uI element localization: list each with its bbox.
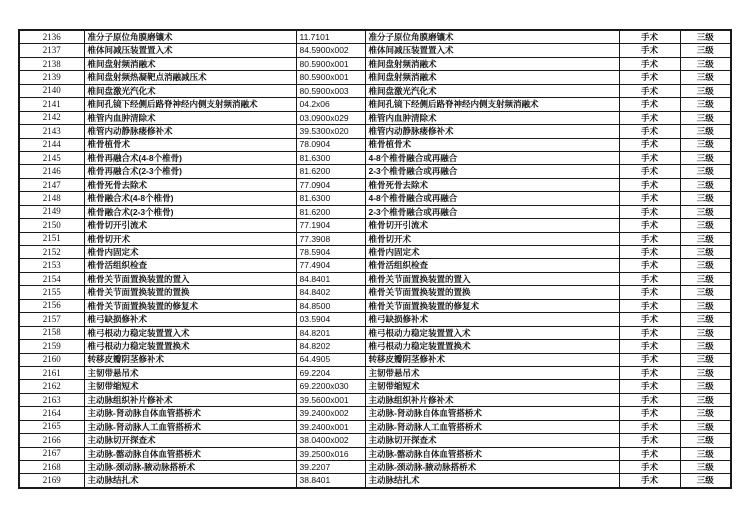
procedure-name-cell: 椎骨切开术 — [84, 232, 296, 245]
procedure-name-cell: 椎骨关节面置换装置的修复术 — [84, 299, 296, 312]
procedure-description-cell: 2-3个椎骨融合或再融合 — [365, 205, 619, 218]
procedure-name-cell: 椎骨再融合术(2-3个椎骨) — [84, 165, 296, 178]
procedure-description-cell: 椎骨内固定术 — [365, 246, 619, 259]
table-body — [19, 30, 731, 488]
procedure-name-cell: 椎间盘射频热凝靶点消融减压术 — [84, 71, 296, 84]
procedure-code-cell: 84.8202 — [296, 340, 365, 353]
category-cell: 手术 — [619, 259, 680, 272]
procedure-description-cell: 主动脉组织补片修补术 — [365, 393, 619, 406]
row-number-cell: 2151 — [19, 232, 84, 245]
procedure-table — [18, 29, 732, 489]
procedure-code-cell: 39.5300x020 — [296, 125, 365, 138]
level-cell: 三级 — [680, 366, 731, 379]
procedure-name-cell: 椎骨再融合术(4-8个椎骨) — [84, 151, 296, 164]
procedure-name-cell: 椎管内血肿清除术 — [84, 111, 296, 124]
row-number-cell: 2139 — [19, 71, 84, 84]
procedure-name-cell: 椎管内动静脉瘘修补术 — [84, 125, 296, 138]
level-cell: 三级 — [680, 447, 731, 460]
procedure-description-cell: 椎骨切开引流术 — [365, 219, 619, 232]
level-cell: 三级 — [680, 259, 731, 272]
procedure-description-cell: 主动脉结扎术 — [365, 474, 619, 488]
row-number-cell: 2159 — [19, 340, 84, 353]
category-cell: 手术 — [619, 125, 680, 138]
procedure-name-cell: 椎骨关节面置换装置的置换 — [84, 286, 296, 299]
table-row — [19, 286, 731, 299]
procedure-name-cell: 准分子原位角膜磨镶术 — [84, 30, 296, 44]
row-number-cell: 2148 — [19, 192, 84, 205]
procedure-description-cell: 主动脉切开探查术 — [365, 434, 619, 447]
category-cell: 手术 — [619, 44, 680, 57]
table-row — [19, 366, 731, 379]
table-row — [19, 259, 731, 272]
procedure-code-cell: 64.4905 — [296, 353, 365, 366]
procedure-name-cell: 转移皮瓣阴茎修补术 — [84, 353, 296, 366]
level-cell: 三级 — [680, 71, 731, 84]
procedure-description-cell: 椎弓缺损修补术 — [365, 313, 619, 326]
level-cell: 三级 — [680, 474, 731, 488]
procedure-code-cell: 39.2500x016 — [296, 447, 365, 460]
level-cell: 三级 — [680, 246, 731, 259]
procedure-description-cell: 椎骨切开术 — [365, 232, 619, 245]
procedure-description-cell: 椎骨关节面置换装置的置换 — [365, 286, 619, 299]
procedure-code-cell: 69.2200x030 — [296, 380, 365, 393]
level-cell: 三级 — [680, 219, 731, 232]
table-row — [19, 219, 731, 232]
procedure-description-cell: 转移皮瓣阴茎修补术 — [365, 353, 619, 366]
level-cell: 三级 — [680, 420, 731, 433]
procedure-code-cell: 81.6300 — [296, 151, 365, 164]
level-cell: 三级 — [680, 44, 731, 57]
table-row — [19, 57, 731, 70]
procedure-name-cell: 主动脉-颈动脉-腋动脉搭桥术 — [84, 461, 296, 474]
table-row — [19, 447, 731, 460]
category-cell: 手术 — [619, 474, 680, 488]
procedure-code-cell: 04.2x06 — [296, 98, 365, 111]
table-row — [19, 165, 731, 178]
procedure-name-cell: 椎骨切开引流术 — [84, 219, 296, 232]
table-row — [19, 178, 731, 191]
procedure-description-cell: 椎弓根动力稳定装置置入术 — [365, 326, 619, 339]
table-row — [19, 380, 731, 393]
procedure-description-cell: 椎骨活组织检查 — [365, 259, 619, 272]
table-row — [19, 474, 731, 488]
level-cell: 三级 — [680, 192, 731, 205]
level-cell: 三级 — [680, 313, 731, 326]
procedure-code-cell: 78.5904 — [296, 246, 365, 259]
table-row — [19, 98, 731, 111]
procedure-code-cell: 81.6200 — [296, 165, 365, 178]
row-number-cell: 2161 — [19, 366, 84, 379]
category-cell: 手术 — [619, 366, 680, 379]
procedure-name-cell: 椎弓根动力稳定装置置换术 — [84, 340, 296, 353]
table-row — [19, 299, 731, 312]
procedure-description-cell: 椎管内血肿清除术 — [365, 111, 619, 124]
procedure-description-cell: 主动脉-肾动脉人工血管搭桥术 — [365, 420, 619, 433]
procedure-description-cell: 2-3个椎骨融合或再融合 — [365, 165, 619, 178]
category-cell: 手术 — [619, 393, 680, 406]
table-row — [19, 272, 731, 285]
procedure-code-cell: 77.3908 — [296, 232, 365, 245]
procedure-code-cell: 39.2400x002 — [296, 407, 365, 420]
level-cell: 三级 — [680, 30, 731, 44]
row-number-cell: 2136 — [19, 30, 84, 44]
procedure-name-cell: 主动脉组织补片修补术 — [84, 393, 296, 406]
level-cell: 三级 — [680, 205, 731, 218]
level-cell: 三级 — [680, 393, 731, 406]
procedure-name-cell: 主动脉切开探查术 — [84, 434, 296, 447]
table-row — [19, 138, 731, 151]
level-cell: 三级 — [680, 407, 731, 420]
procedure-description-cell: 椎骨关节面置换装置的置入 — [365, 272, 619, 285]
row-number-cell: 2163 — [19, 393, 84, 406]
row-number-cell: 2145 — [19, 151, 84, 164]
level-cell: 三级 — [680, 151, 731, 164]
procedure-description-cell: 4-8个椎骨融合或再融合 — [365, 151, 619, 164]
category-cell: 手术 — [619, 219, 680, 232]
level-cell: 三级 — [680, 286, 731, 299]
procedure-name-cell: 主动脉-肾动脉自体血管搭桥术 — [84, 407, 296, 420]
procedure-description-cell: 椎管内动静脉瘘修补术 — [365, 125, 619, 138]
procedure-description-cell: 椎骨死骨去除术 — [365, 178, 619, 191]
procedure-name-cell: 主动脉-肾动脉人工血管搭桥术 — [84, 420, 296, 433]
category-cell: 手术 — [619, 313, 680, 326]
category-cell: 手术 — [619, 165, 680, 178]
procedure-name-cell: 椎弓缺损修补术 — [84, 313, 296, 326]
procedure-name-cell: 椎骨死骨去除术 — [84, 178, 296, 191]
procedure-name-cell: 椎骨活组织检查 — [84, 259, 296, 272]
procedure-description-cell: 主动脉-髂动脉自体血管搭桥术 — [365, 447, 619, 460]
category-cell: 手术 — [619, 286, 680, 299]
procedure-code-cell: 84.5900x002 — [296, 44, 365, 57]
row-number-cell: 2142 — [19, 111, 84, 124]
row-number-cell: 2143 — [19, 125, 84, 138]
row-number-cell: 2140 — [19, 84, 84, 97]
procedure-code-cell: 77.4904 — [296, 259, 365, 272]
category-cell: 手术 — [619, 299, 680, 312]
category-cell: 手术 — [619, 272, 680, 285]
level-cell: 三级 — [680, 84, 731, 97]
procedure-code-cell: 77.0904 — [296, 178, 365, 191]
row-number-cell: 2152 — [19, 246, 84, 259]
procedure-name-cell: 椎间盘激光汽化术 — [84, 84, 296, 97]
table-row — [19, 434, 731, 447]
level-cell: 三级 — [680, 138, 731, 151]
row-number-cell: 2164 — [19, 407, 84, 420]
category-cell: 手术 — [619, 246, 680, 259]
procedure-code-cell: 84.8401 — [296, 272, 365, 285]
procedure-name-cell: 主韧带悬吊术 — [84, 366, 296, 379]
procedure-description-cell: 椎间盘射频消融术 — [365, 57, 619, 70]
table-row — [19, 84, 731, 97]
row-number-cell: 2154 — [19, 272, 84, 285]
procedure-name-cell: 主韧带缩短术 — [84, 380, 296, 393]
procedure-code-cell: 80.5900x001 — [296, 57, 365, 70]
procedure-name-cell: 椎骨关节面置换装置的置入 — [84, 272, 296, 285]
row-number-cell: 2144 — [19, 138, 84, 151]
row-number-cell: 2165 — [19, 420, 84, 433]
level-cell: 三级 — [680, 125, 731, 138]
table-row — [19, 232, 731, 245]
procedure-code-cell: 78.0904 — [296, 138, 365, 151]
row-number-cell: 2137 — [19, 44, 84, 57]
row-number-cell: 2149 — [19, 205, 84, 218]
category-cell: 手术 — [619, 353, 680, 366]
level-cell: 三级 — [680, 165, 731, 178]
row-number-cell: 2150 — [19, 219, 84, 232]
table-row — [19, 125, 731, 138]
procedure-code-cell: 84.8201 — [296, 326, 365, 339]
category-cell: 手术 — [619, 340, 680, 353]
procedure-name-cell: 椎骨融合术(4-8个椎骨) — [84, 192, 296, 205]
row-number-cell: 2158 — [19, 326, 84, 339]
procedure-code-cell: 81.6300 — [296, 192, 365, 205]
table-row — [19, 71, 731, 84]
level-cell: 三级 — [680, 340, 731, 353]
table-row — [19, 313, 731, 326]
procedure-code-cell: 38.0400x002 — [296, 434, 365, 447]
procedure-code-cell: 84.8402 — [296, 286, 365, 299]
procedure-description-cell: 椎体间减压装置置入术 — [365, 44, 619, 57]
category-cell: 手术 — [619, 57, 680, 70]
procedure-code-cell: 03.5904 — [296, 313, 365, 326]
row-number-cell: 2168 — [19, 461, 84, 474]
table-row — [19, 151, 731, 164]
procedure-code-cell: 38.8401 — [296, 474, 365, 488]
table-row — [19, 192, 731, 205]
procedure-code-cell: 80.5900x001 — [296, 71, 365, 84]
row-number-cell: 2155 — [19, 286, 84, 299]
category-cell: 手术 — [619, 420, 680, 433]
row-number-cell: 2138 — [19, 57, 84, 70]
procedure-description-cell: 椎间孔镜下经侧后路脊神经内侧支射频消融术 — [365, 98, 619, 111]
row-number-cell: 2156 — [19, 299, 84, 312]
procedure-description-cell: 准分子原位角膜磨镶术 — [365, 30, 619, 44]
row-number-cell: 2169 — [19, 474, 84, 488]
level-cell: 三级 — [680, 178, 731, 191]
table-row — [19, 407, 731, 420]
procedure-code-cell: 39.5600x001 — [296, 393, 365, 406]
category-cell: 手术 — [619, 178, 680, 191]
category-cell: 手术 — [619, 326, 680, 339]
procedure-description-cell: 主动脉-颈动脉-腋动脉搭桥术 — [365, 461, 619, 474]
level-cell: 三级 — [680, 434, 731, 447]
procedure-name-cell: 椎骨植骨术 — [84, 138, 296, 151]
row-number-cell: 2141 — [19, 98, 84, 111]
row-number-cell: 2147 — [19, 178, 84, 191]
procedure-name-cell: 主动脉结扎术 — [84, 474, 296, 488]
procedure-description-cell: 椎间盘射频消融术 — [365, 71, 619, 84]
level-cell: 三级 — [680, 57, 731, 70]
category-cell: 手术 — [619, 30, 680, 44]
level-cell: 三级 — [680, 111, 731, 124]
level-cell: 三级 — [680, 272, 731, 285]
category-cell: 手术 — [619, 380, 680, 393]
procedure-code-cell: 39.2207 — [296, 461, 365, 474]
category-cell: 手术 — [619, 98, 680, 111]
procedure-code-cell: 03.0900x029 — [296, 111, 365, 124]
table-row — [19, 111, 731, 124]
table-row — [19, 393, 731, 406]
level-cell: 三级 — [680, 326, 731, 339]
category-cell: 手术 — [619, 461, 680, 474]
procedure-description-cell: 椎骨植骨术 — [365, 138, 619, 151]
procedure-name-cell: 主动脉-髂动脉自体血管搭桥术 — [84, 447, 296, 460]
level-cell: 三级 — [680, 232, 731, 245]
procedure-name-cell: 椎骨内固定术 — [84, 246, 296, 259]
table-row — [19, 326, 731, 339]
category-cell: 手术 — [619, 434, 680, 447]
procedure-code-cell: 84.8500 — [296, 299, 365, 312]
procedure-name-cell: 椎体间减压装置置入术 — [84, 44, 296, 57]
procedure-name-cell: 椎间孔镜下经侧后路脊神经内侧支射频消融术 — [84, 98, 296, 111]
category-cell: 手术 — [619, 205, 680, 218]
row-number-cell: 2162 — [19, 380, 84, 393]
table-row — [19, 44, 731, 57]
procedure-code-cell: 69.2204 — [296, 366, 365, 379]
procedure-description-cell: 4-8个椎骨融合或再融合 — [365, 192, 619, 205]
procedure-description-cell: 椎弓根动力稳定装置置换术 — [365, 340, 619, 353]
category-cell: 手术 — [619, 71, 680, 84]
table-row — [19, 461, 731, 474]
category-cell: 手术 — [619, 232, 680, 245]
procedure-description-cell: 主动脉-肾动脉自体血管搭桥术 — [365, 407, 619, 420]
table-row — [19, 246, 731, 259]
row-number-cell: 2167 — [19, 447, 84, 460]
row-number-cell: 2146 — [19, 165, 84, 178]
table-row — [19, 205, 731, 218]
procedure-code-cell: 11.7101 — [296, 30, 365, 44]
category-cell: 手术 — [619, 407, 680, 420]
procedure-description-cell: 椎骨关节面置换装置的修复术 — [365, 299, 619, 312]
procedure-description-cell: 椎间盘激光汽化术 — [365, 84, 619, 97]
category-cell: 手术 — [619, 111, 680, 124]
level-cell: 三级 — [680, 299, 731, 312]
procedure-name-cell: 椎骨融合术(2-3个椎骨) — [84, 205, 296, 218]
row-number-cell: 2166 — [19, 434, 84, 447]
procedure-code-cell: 81.6200 — [296, 205, 365, 218]
procedure-description-cell: 主韧带缩短术 — [365, 380, 619, 393]
table-row — [19, 340, 731, 353]
procedure-code-cell: 77.1904 — [296, 219, 365, 232]
category-cell: 手术 — [619, 138, 680, 151]
level-cell: 三级 — [680, 353, 731, 366]
procedure-description-cell: 主韧带悬吊术 — [365, 366, 619, 379]
row-number-cell: 2157 — [19, 313, 84, 326]
table-row — [19, 420, 731, 433]
procedure-name-cell: 椎弓根动力稳定装置置入术 — [84, 326, 296, 339]
level-cell: 三级 — [680, 380, 731, 393]
level-cell: 三级 — [680, 461, 731, 474]
level-cell: 三级 — [680, 98, 731, 111]
category-cell: 手术 — [619, 84, 680, 97]
procedure-name-cell: 椎间盘射频消融术 — [84, 57, 296, 70]
row-number-cell: 2160 — [19, 353, 84, 366]
row-number-cell: 2153 — [19, 259, 84, 272]
table-row — [19, 30, 731, 44]
category-cell: 手术 — [619, 447, 680, 460]
procedure-code-cell: 80.5900x003 — [296, 84, 365, 97]
procedure-code-cell: 39.2400x001 — [296, 420, 365, 433]
category-cell: 手术 — [619, 151, 680, 164]
table-row — [19, 353, 731, 366]
category-cell: 手术 — [619, 192, 680, 205]
